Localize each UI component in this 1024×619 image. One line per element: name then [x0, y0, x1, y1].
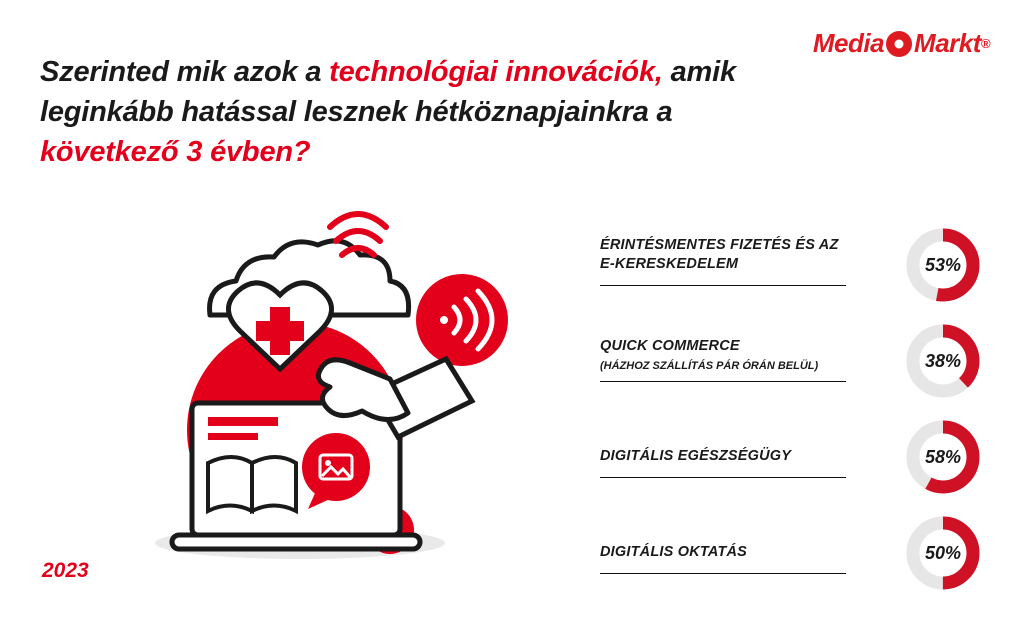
stat-text-block: [600, 447, 846, 478]
stat-label: ÉRINTÉSMENTES FIZETÉS ÉS AZ E-KERESKEDELEM: [600, 236, 839, 273]
stat-text-block: [600, 236, 846, 286]
headline-highlight-1: technológiai innovációk,: [329, 56, 663, 89]
list-item: [600, 382, 980, 478]
stat-text-block: [600, 543, 846, 574]
stat-value: 53%: [924, 254, 962, 275]
logo-text-markt: Markt: [914, 28, 981, 58]
stat-value: 50%: [924, 542, 962, 563]
mediamarkt-logo: [813, 28, 990, 59]
list-item: [600, 286, 980, 382]
stat-label: DIGITÁLIS OKTATÁS: [600, 544, 748, 561]
headline-part-1: Szerinted mik azok a: [40, 56, 330, 89]
stat-text-block: [600, 337, 846, 382]
list-item: [600, 478, 980, 574]
page-title: [40, 53, 800, 172]
stat-label: DIGITÁLIS EGÉSZSÉGÜGY: [600, 448, 792, 465]
donut-gauge: [906, 516, 980, 590]
year-label: 2023: [42, 559, 89, 582]
logo-text-media: Media: [812, 28, 885, 58]
headline-part-2: amik leginkább hatással lesznek hétköznapjainkra a: [40, 56, 736, 129]
list-item: [600, 190, 980, 286]
stat-value: 58%: [924, 446, 962, 467]
logo-mark-icon: [886, 31, 912, 57]
logo-registered-icon: ®: [980, 36, 990, 51]
stat-value: 38%: [924, 350, 962, 371]
stats-list: [600, 190, 980, 574]
headline-highlight-2: következő 3 évben?: [40, 135, 311, 168]
stat-sublabel: (HÁZHOZ SZÁLLÍTÁS PÁR ÓRÁN BELÜL): [600, 359, 819, 372]
digital-health-shopping-illustration: [110, 185, 540, 575]
stat-label: QUICK COMMERCE: [600, 338, 740, 355]
